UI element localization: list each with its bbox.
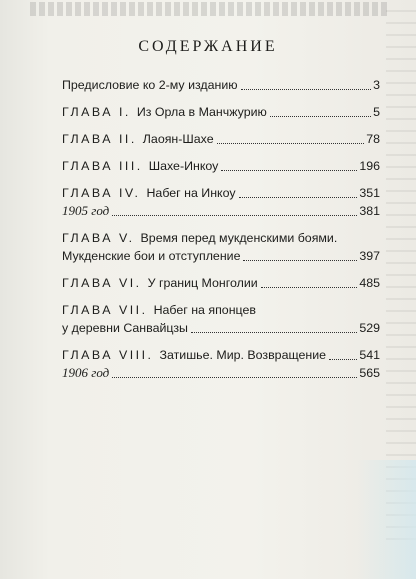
chapter-title: Из Орла в Манчжурию	[136, 105, 267, 119]
bleed-through-text	[30, 2, 390, 16]
chapter-title: Затишье. Мир. Возвращение	[159, 348, 327, 362]
entry-title	[62, 274, 258, 292]
page-number: 3	[373, 78, 380, 92]
toc-line	[62, 103, 380, 121]
chapter-number: ГЛАВА I.	[62, 105, 131, 119]
table-of-contents	[62, 76, 380, 391]
toc-line	[62, 274, 380, 292]
toc-entry	[62, 274, 380, 292]
page-number: 78	[366, 132, 380, 146]
toc-line	[62, 247, 380, 265]
toc-line	[62, 76, 380, 94]
toc-line	[62, 346, 380, 364]
paper-stain	[356, 460, 416, 579]
toc-entry	[62, 346, 380, 382]
dot-leader	[261, 287, 358, 288]
dot-leader	[112, 215, 357, 216]
entry-title	[62, 303, 256, 317]
page-number: 5	[373, 105, 380, 119]
page-number: 485	[359, 276, 380, 290]
chapter-number: ГЛАВА VII.	[62, 303, 148, 317]
toc-entry	[62, 76, 380, 94]
entry-title	[62, 184, 236, 202]
dot-leader	[221, 170, 357, 171]
toc-heading: СОДЕРЖАНИЕ	[138, 38, 278, 55]
toc-line	[62, 157, 380, 175]
dot-leader	[112, 377, 357, 378]
toc-entry	[62, 103, 380, 121]
page-number: 529	[359, 321, 380, 335]
chapter-title-continued: Мукденские бои и отступление	[62, 249, 241, 263]
page-number: 381	[359, 204, 380, 218]
entry-title	[62, 103, 267, 121]
page-number: 541	[359, 348, 380, 362]
chapter-title: У границ Монголии	[147, 276, 258, 290]
toc-subentry	[62, 202, 380, 220]
entry-title: Предисловие ко 2-му изданию	[62, 78, 238, 92]
chapter-title: Время перед мукденскими боями.	[140, 231, 338, 245]
chapter-title-continued: у деревни Санвайцзы	[62, 321, 188, 335]
toc-entry	[62, 130, 380, 148]
dot-leader	[239, 197, 358, 198]
page-number: 565	[359, 366, 380, 380]
toc-line	[62, 319, 380, 337]
dot-leader	[270, 116, 371, 117]
chapter-number: ГЛАВА IV.	[62, 186, 141, 200]
year-label: 1905 год	[62, 203, 110, 218]
page-number: 196	[359, 159, 380, 173]
toc-line	[62, 184, 380, 202]
toc-entry	[62, 301, 380, 337]
dot-leader	[191, 332, 357, 333]
toc-line	[62, 229, 380, 247]
chapter-number: ГЛАВА II.	[62, 132, 137, 146]
entry-title	[62, 231, 337, 245]
page-number: 351	[359, 186, 380, 200]
chapter-title: Набег на Инкоу	[146, 186, 236, 200]
entry-title	[62, 157, 218, 175]
toc-line	[62, 130, 380, 148]
year-label: 1906 год	[62, 365, 110, 380]
dot-leader	[217, 143, 365, 144]
page-number: 397	[359, 249, 380, 263]
dot-leader	[241, 89, 372, 90]
toc-line	[62, 301, 380, 319]
chapter-title: Шахе-Инкоу	[148, 159, 219, 173]
toc-subentry	[62, 364, 380, 382]
entry-title	[62, 130, 214, 148]
dot-leader	[329, 359, 357, 360]
chapter-number: ГЛАВА VIII.	[62, 348, 154, 362]
chapter-number: ГЛАВА V.	[62, 231, 135, 245]
chapter-title: Лаоян-Шахе	[142, 132, 214, 146]
toc-entry	[62, 184, 380, 220]
chapter-number: ГЛАВА VI.	[62, 276, 142, 290]
toc-entry	[62, 229, 380, 265]
chapter-number: ГЛАВА III.	[62, 159, 143, 173]
toc-entry	[62, 157, 380, 175]
entry-title	[62, 346, 326, 364]
chapter-title: Набег на японцев	[153, 303, 256, 317]
dot-leader	[243, 260, 357, 261]
